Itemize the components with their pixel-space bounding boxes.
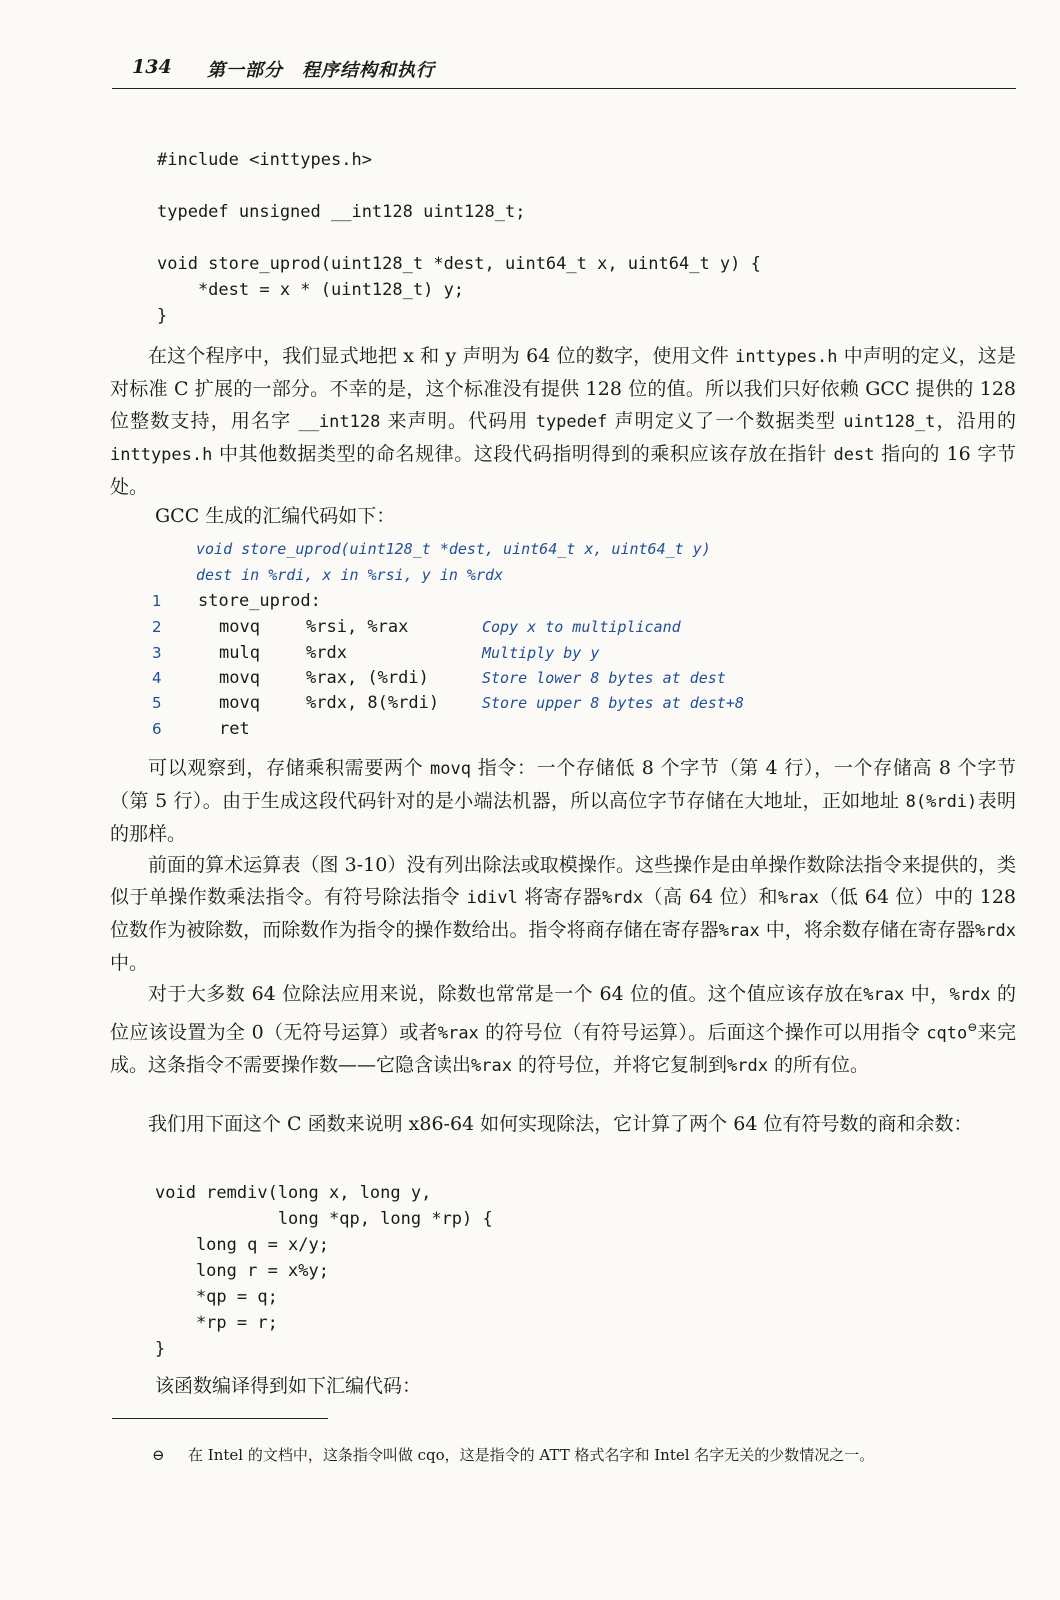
inline-code: cqto (926, 1023, 968, 1044)
inline-code: __int128 (298, 412, 381, 432)
asm-opcode: movq (219, 668, 260, 688)
footnote-text: 在 Intel 的文档中，这条指令叫做 cqo，这是指令的 ATT 格式名字和 Intel 名字无关的少数情况之一。 (188, 1446, 875, 1464)
code-line: typedef unsigned __int128 uint128_t; (157, 202, 526, 222)
code-line: *rp = r; (155, 1313, 278, 1333)
page-number: 134 (132, 56, 172, 78)
text-run: 在这个程序中，我们显式地把 x 和 y 声明为 64 位的数字，使用文件 (148, 345, 736, 367)
text-run: 对于大多数 64 位除法应用来说，除数也常常是一个 64 位的值。这个值应该存放在 (148, 983, 864, 1005)
inline-code: idivl (466, 888, 518, 908)
gcc-intro: GCC 生成的汇编代码如下： (155, 505, 396, 527)
line-number: 6 (152, 720, 162, 738)
text-run: 中声明的定义，这是对标准 C 扩展的一部分。不幸的是，这个标准没有提供 128 位的值。所以我们只好依赖 GCC 提供的 128 位整数支持，用名字 (110, 345, 1017, 432)
asm-line (0, 690, 1060, 716)
inline-code: movq (430, 759, 471, 779)
asm-comment: dest in %rdi, x in %rsi, y in %rdx (196, 566, 504, 584)
text-run: 来完成。这条指令不需要操作数——它隐含读出 (110, 1021, 1016, 1077)
text-run: （低 64 位）中的 128 位数作为被除数，而除数作为指令的操作数给出。指令将商存储在寄存器 (110, 886, 1017, 941)
inline-code: %rdx (727, 1056, 768, 1077)
text-run: 可以观察到，存储乘积需要两个 (148, 757, 431, 779)
footnote-mark: ⊖ (152, 1446, 165, 1464)
text-run: 表明的那样。 (110, 790, 1016, 845)
code-line: void remdiv(long x, long y, (155, 1183, 432, 1203)
asm-operands: %rsi, %rax (306, 617, 409, 637)
line-number: 3 (152, 644, 162, 662)
code-line: *dest = x * (uint128_t) y; (157, 280, 465, 300)
text-run: ，沿用的 (935, 410, 1016, 432)
text-run: 的所有位。 (767, 1054, 870, 1077)
code-line: } (155, 1339, 166, 1359)
asm-header-comment (0, 562, 1060, 588)
asm-comment: Copy x to multiplicand (482, 618, 681, 636)
asm-comment: Multiply by y (482, 644, 600, 662)
inline-code: %rax (863, 985, 905, 1005)
asm-operands: %rdx, 8(%rdi) (306, 693, 440, 713)
text-run: 我们用下面这个 C 函数来说明 x86-64 如何实现除法，它计算了两个 64 位有符号数的商和余数： (148, 1113, 973, 1135)
inline-code: %rdx (602, 888, 644, 908)
asm-operands: %rdx (306, 643, 347, 663)
asm-comment: Store lower 8 bytes at dest (482, 669, 726, 687)
text-run: （高 64 位）和 (643, 886, 778, 908)
paragraph-5 (110, 1108, 1016, 1140)
asm-opcode: ret (219, 719, 250, 739)
inline-code: inttypes.h (110, 445, 213, 465)
text-run: 中其他数据类型的命名规律。这段代码指明得到的乘积应该存放在指针 (212, 443, 834, 465)
line-number: 5 (152, 694, 162, 712)
paragraph-1 (110, 340, 1016, 503)
asm-line (0, 614, 1060, 640)
text-run: 中。 (110, 952, 149, 974)
asm-line (0, 716, 1060, 742)
asm-line (0, 665, 1060, 691)
asm-header-comment (0, 536, 1060, 562)
asm-operands: %rax, (%rdi) (306, 668, 429, 688)
text-run: 的符号位，并将它复制到 (511, 1054, 728, 1077)
page-header (112, 48, 1016, 89)
asm-comment: Store upper 8 bytes at dest+8 (482, 694, 744, 712)
asm-comment: void store_uprod(uint128_t *dest, uint64_t x, uint64_t y) (196, 540, 711, 558)
code-line: *qp = q; (155, 1287, 278, 1307)
inline-code: 8(%rdi) (905, 792, 978, 812)
asm-label: store_uprod: (198, 591, 321, 611)
inline-code: dest (833, 445, 875, 465)
asm-line (0, 640, 1060, 666)
text-run: 来声明。代码用 (380, 410, 536, 432)
paragraph-3 (110, 849, 1016, 979)
inline-code: %rax (718, 921, 760, 941)
text-run: 的符号位（有符号运算）。后面这个操作可以用指令 (478, 1021, 927, 1044)
final-line: 该函数编译得到如下汇编代码： (155, 1375, 422, 1397)
inline-code: uint128_t (843, 412, 936, 432)
line-number: 1 (152, 592, 162, 610)
code-line: long q = x/y; (155, 1235, 329, 1255)
inline-code: inttypes.h (735, 347, 838, 367)
footnote-divider (112, 1418, 328, 1419)
text-run: 中，将余数存储在寄存器 (759, 919, 976, 941)
code-line: } (157, 306, 168, 326)
code-line: void store_uprod(uint128_t *dest, uint64_t x, uint64_t y) { (157, 254, 761, 274)
asm-line (0, 588, 1060, 614)
code-line: long r = x%y; (155, 1261, 329, 1281)
inline-code: %rdx (975, 921, 1016, 941)
inline-code: %rax (471, 1056, 512, 1077)
line-number: 2 (152, 618, 162, 636)
inline-code: typedef (535, 412, 608, 432)
text-run: 将寄存器 (517, 886, 603, 908)
paragraph-4 (110, 978, 1016, 1082)
code-line: long *qp, long *rp) { (155, 1209, 493, 1229)
inline-code: %rdx (949, 985, 991, 1005)
code-line: #include <inttypes.h> (157, 150, 372, 170)
paragraph-2 (110, 752, 1016, 850)
text-run: 的位应该设置为全 0（无符号运算）或者 (110, 983, 1016, 1044)
line-number: 4 (152, 669, 162, 687)
text-run: 指向的 16 字节处。 (110, 443, 1017, 498)
running-title: 第一部分 程序结构和执行 (207, 60, 435, 81)
asm-opcode: movq (219, 617, 260, 637)
text-run: 指令：一个存储低 8 个字节（第 4 行），一个存储高 8 个字节（第 5 行）。由于生成这段代码针对的是小端法机器，所以高位字节存储在大地址，正如地址 (110, 757, 1016, 812)
text-run: 中， (904, 983, 950, 1005)
asm-opcode: mulq (219, 643, 260, 663)
code-block-remdiv (155, 1180, 493, 1362)
text-run: 声明定义了一个数据类型 (607, 410, 844, 432)
inline-code: %rax (437, 1023, 479, 1044)
footnote-ref: ⊖ (967, 1020, 978, 1034)
asm-opcode: movq (219, 693, 260, 713)
text-run: 前面的算术运算表（图 3-10）没有列出除法或取模操作。这些操作是由单操作数除法指令来提供的，类似于单操作数乘法指令。有符号除法指令 (110, 854, 1016, 908)
inline-code: %rax (777, 888, 819, 908)
code-block-store-uprod (157, 147, 761, 329)
